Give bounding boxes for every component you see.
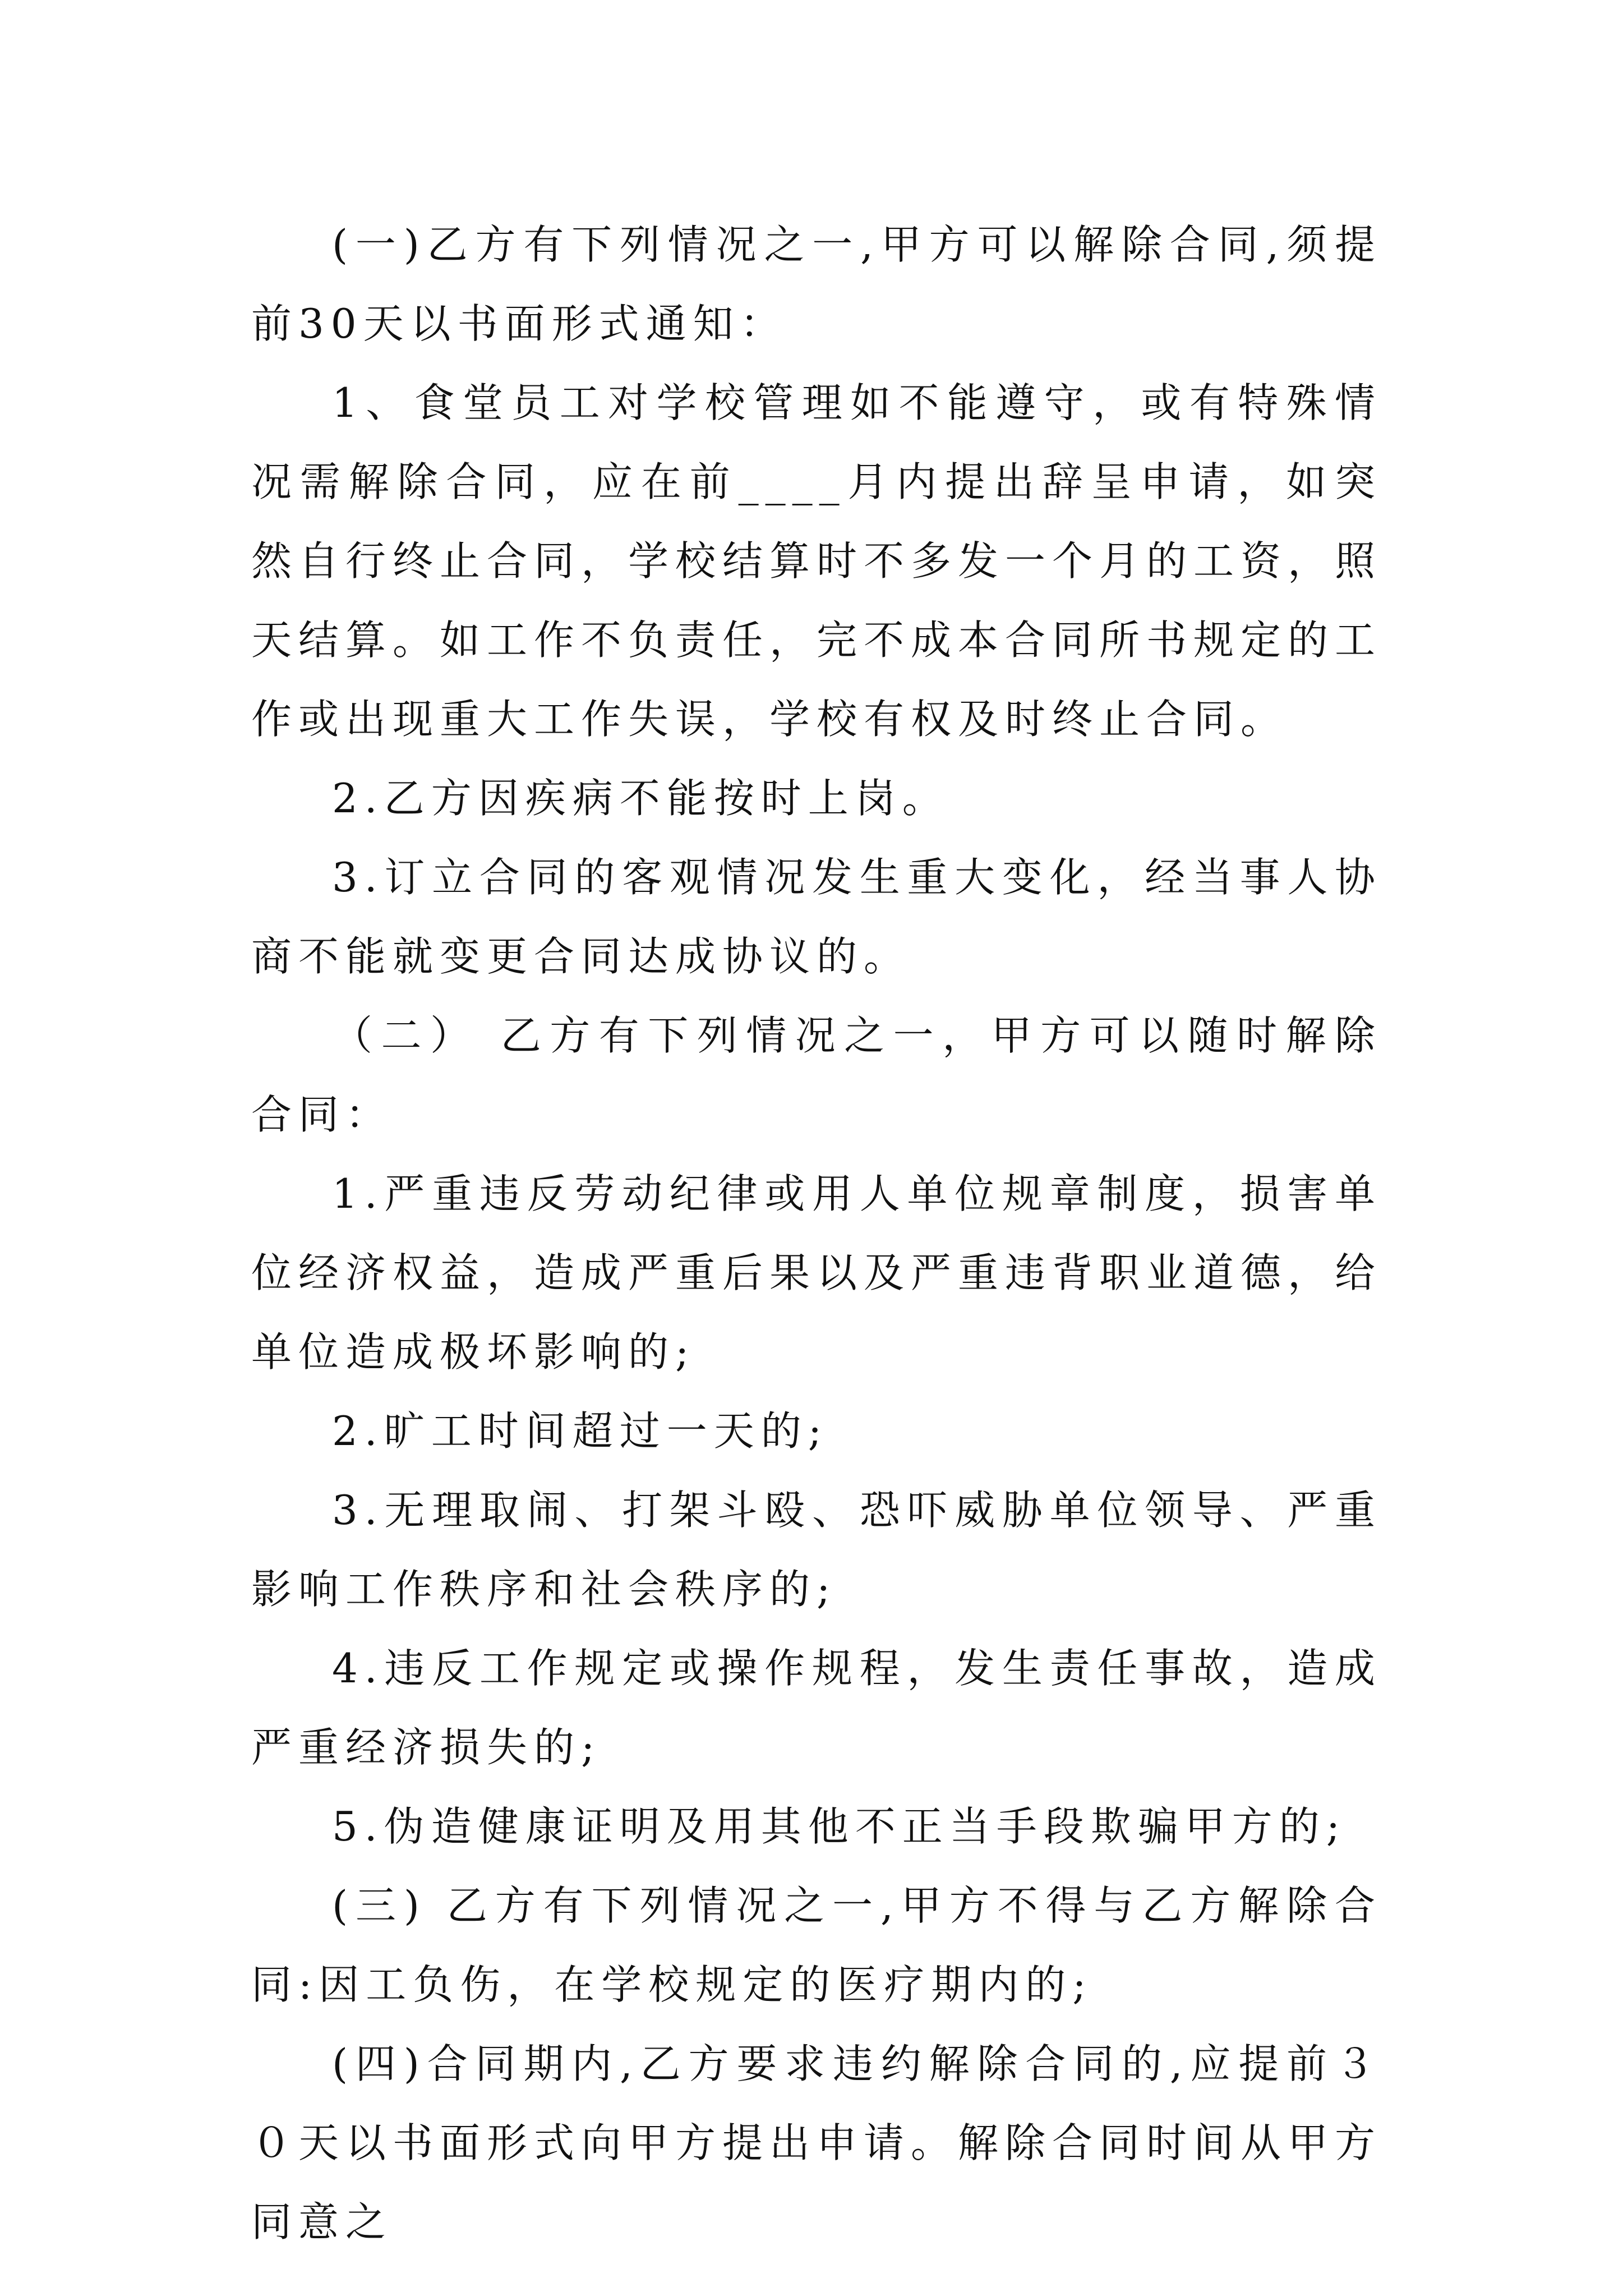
paragraph-anytime-item-5: 5.伪造健康证明及用其他不正当手段欺骗甲方的; (332, 1803, 1347, 1850)
paragraph-anytime-item-2: 2.旷工时间超过一天的; (332, 1407, 828, 1455)
paragraph-anytime-item-4: 4.违反工作规定或操作规程，发生责任事故，造成严重经济损失的; (251, 1645, 1382, 1771)
paragraph-no-termination: (三) 乙方有下列情况之一,甲方不得与乙方解除合同:因工负伤，在学校规定的医疗期内的; (251, 1882, 1382, 2008)
paragraph-employee-termination: (四)合同期内,乙方要求违约解除合同的,应提前３０天以书面形式向甲方提出申请。解除合同时间从甲方同意之 (251, 2040, 1382, 2246)
paragraph-item-2-illness: 2.乙方因疾病不能按时上岗。 (332, 775, 949, 822)
paragraph-item-1-resignation: 1、食堂员工对学校管理如不能遵守，或有特殊情况需解除合同，应在前____月内提出辞呈申请，如突然自行终止合同，学校结算时不多发一个月的工资，照天结算。如工作不负责任，完不成本合同所书规定的工作或出现重大工作失误，学校有权及时终止合同。 (251, 379, 1382, 743)
paragraph-termination-with-notice: (一)乙方有下列情况之一,甲方可以解除合同,须提前30天以书面形式通知： (251, 221, 1382, 347)
paragraph-item-3-circumstances: 3.订立合同的客观情况发生重大变化，经当事人协商不能就变更合同达成协议的。 (251, 854, 1382, 980)
paragraph-termination-anytime: （二） 乙方有下列情况之一，甲方可以随时解除合同： (251, 1012, 1382, 1138)
paragraph-anytime-item-3: 3.无理取闹、打架斗殴、恐吓威胁单位领导、严重影响工作秩序和社会秩序的; (251, 1487, 1382, 1613)
paragraph-anytime-item-1: 1.严重违反劳动纪律或用人单位规章制度，损害单位经济权益，造成严重后果以及严重违背职业道德，给单位造成极坏影响的; (251, 1170, 1382, 1375)
document-body (251, 205, 1382, 2262)
